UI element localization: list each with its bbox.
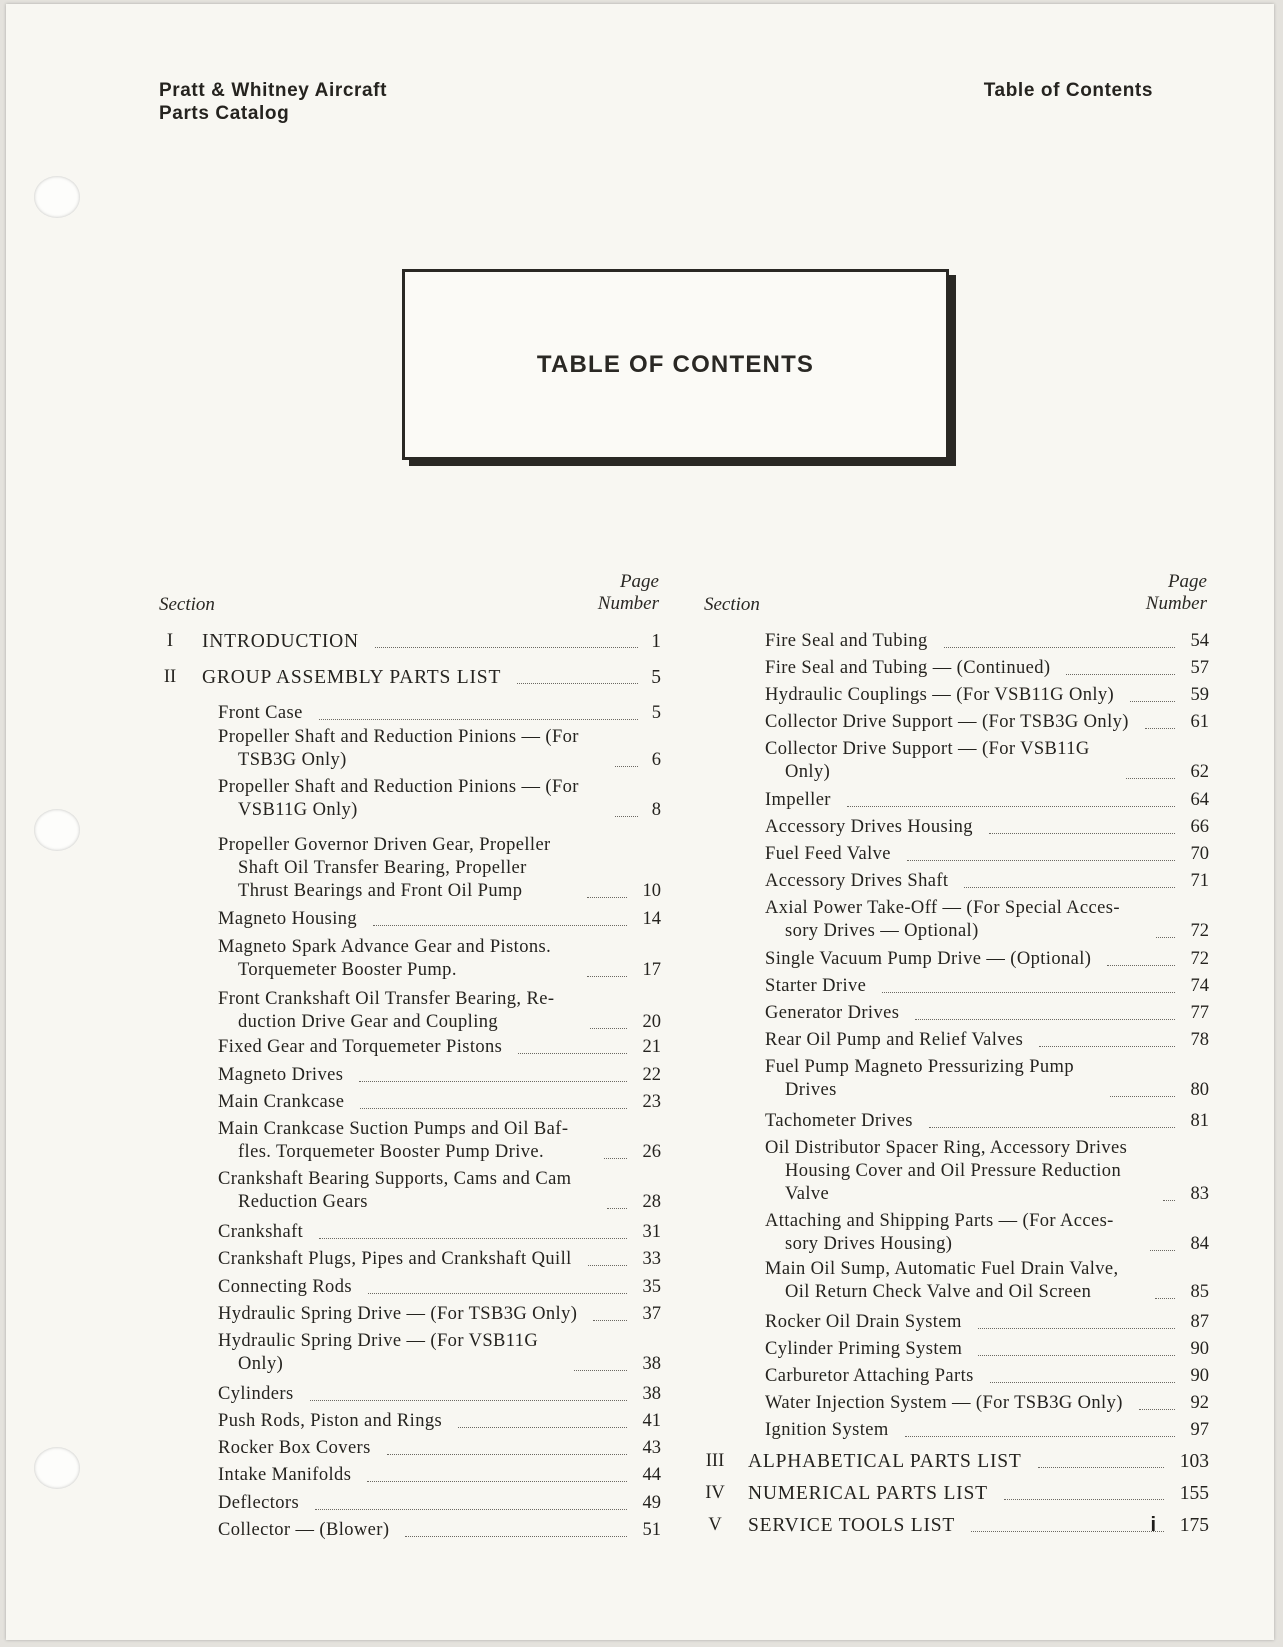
entry-title: Hydraulic Spring Drive — (For VSB11G Only) <box>218 1331 539 1374</box>
dot-leader <box>574 1370 627 1371</box>
dot-leader <box>359 1081 627 1082</box>
entry-title: Hydraulic Spring Drive — (For TSB3G Only) <box>218 1304 578 1324</box>
dot-leader <box>978 1355 1175 1356</box>
dot-leader <box>387 1454 627 1455</box>
entry-title: Attaching and Shipping Parts — (For Acces- sory Drives Housing) <box>765 1211 1114 1254</box>
dot-leader <box>615 816 638 817</box>
entry-title: Magneto Housing <box>218 909 358 929</box>
entry-title: Water Injection System — (For TSB3G Only) <box>765 1393 1123 1413</box>
dot-leader <box>1107 965 1175 966</box>
page-number: 70 <box>1190 844 1209 864</box>
dot-leader <box>360 1108 627 1109</box>
entry-title: Fuel Feed Valve <box>765 844 891 864</box>
binder-hole <box>34 176 80 218</box>
dot-leader <box>978 1328 1175 1329</box>
page-number-column-header: Page Number <box>1145 571 1207 614</box>
entry-title: Collector Drive Support — (For VSB11G Only) <box>765 739 1090 782</box>
entry-title: Push Rods, Piston and Rings <box>218 1411 443 1431</box>
entry-title: INTRODUCTION <box>202 631 359 652</box>
entry-title: Main Crankcase Suction Pumps and Oil Baf- fles. Torquemeter Booster Pump Drive. <box>218 1119 569 1162</box>
page-number: 81 <box>1190 1111 1209 1131</box>
entry-title: Fire Seal and Tubing — (Continued) <box>765 658 1051 678</box>
page-folio: i <box>1150 1514 1156 1536</box>
entry-title: Rocker Oil Drain System <box>765 1312 962 1332</box>
dot-leader <box>588 1265 627 1266</box>
entry-title: Intake Manifolds <box>218 1465 352 1485</box>
publisher-line: Pratt & Whitney Aircraft <box>159 80 388 101</box>
dot-leader <box>367 1481 627 1482</box>
publication-header <box>159 79 387 125</box>
section-numeral: I <box>166 631 174 651</box>
dot-leader <box>405 1536 627 1537</box>
page-number-column-header: Page Number <box>597 571 659 614</box>
page-number: 84 <box>1190 1234 1209 1254</box>
page-number: 17 <box>642 960 661 980</box>
dot-leader <box>907 860 1175 861</box>
dot-leader <box>375 647 638 648</box>
entry-title: Crankshaft <box>218 1222 304 1242</box>
page-number: 23 <box>642 1092 661 1112</box>
page-number: 26 <box>642 1142 661 1162</box>
running-title: Table of Contents <box>983 80 1153 101</box>
entry-title: Propeller Shaft and Reduction Pinions — (For TSB3G Only) <box>218 727 579 770</box>
dot-leader <box>929 1127 1175 1128</box>
page-number: 54 <box>1190 631 1209 651</box>
page-number: 92 <box>1190 1393 1209 1413</box>
dot-leader <box>964 887 1175 888</box>
page-number: 5 <box>651 703 661 723</box>
entry-title: Collector — (Blower) <box>218 1520 390 1540</box>
page-number: 80 <box>1190 1080 1209 1100</box>
entry-title: Axial Power Take-Off — (For Special Acces- sory Drives — Optional) <box>765 898 1120 941</box>
entry-title: Crankshaft Bearing Supports, Cams and Cam Reduction Gears <box>218 1169 572 1212</box>
entry-title: Oil Distributor Spacer Ring, Accessory Drives Housing Cover and Oil Pressure Reduction Valve <box>765 1138 1128 1204</box>
page-number: 103 <box>1179 1451 1209 1472</box>
page-number: 64 <box>1190 790 1209 810</box>
title-box <box>402 269 949 460</box>
page-number: 155 <box>1179 1483 1209 1504</box>
page-number: 87 <box>1190 1312 1209 1332</box>
dot-leader <box>1066 674 1175 675</box>
page-number: 61 <box>1190 712 1209 732</box>
page-number: 97 <box>1190 1420 1209 1440</box>
page-number: 175 <box>1179 1515 1209 1536</box>
binder-hole <box>34 1447 80 1489</box>
page-number: 31 <box>642 1222 661 1242</box>
page-number: 22 <box>642 1065 661 1085</box>
page-number: 57 <box>1190 658 1209 678</box>
page-number: 6 <box>651 750 661 770</box>
page-number: 5 <box>651 667 661 688</box>
dot-leader <box>1039 1046 1175 1047</box>
dot-leader <box>915 1019 1175 1020</box>
entry-title: SERVICE TOOLS LIST <box>748 1515 956 1536</box>
dot-leader <box>310 1400 627 1401</box>
page-number: 10 <box>642 881 661 901</box>
page-number: 90 <box>1190 1339 1209 1359</box>
entry-title: Connecting Rods <box>218 1277 352 1297</box>
entry-title: NUMERICAL PARTS LIST <box>748 1483 988 1504</box>
page-number: 1 <box>651 631 661 652</box>
dot-leader <box>1139 1409 1175 1410</box>
entry-title: ALPHABETICAL PARTS LIST <box>748 1451 1022 1472</box>
entry-title: Rocker Box Covers <box>218 1438 371 1458</box>
dot-leader <box>587 976 627 977</box>
entry-title: Main Oil Sump, Automatic Fuel Drain Valve, Oil Return Check Valve and Oil Screen <box>765 1259 1119 1302</box>
page-number: 41 <box>642 1411 661 1431</box>
dot-leader <box>847 806 1175 807</box>
catalog-line: Parts Catalog <box>159 103 290 124</box>
dot-leader <box>1156 937 1175 938</box>
page-number: 33 <box>642 1249 661 1269</box>
dot-leader <box>1150 1250 1175 1251</box>
page-number: 77 <box>1190 1003 1209 1023</box>
entry-title: Hydraulic Couplings — (For VSB11G Only) <box>765 685 1115 705</box>
dot-leader <box>944 647 1175 648</box>
binder-hole <box>34 809 80 851</box>
entry-title: Accessory Drives Shaft <box>765 871 949 891</box>
page-number: 72 <box>1190 949 1209 969</box>
dot-leader <box>319 1238 627 1239</box>
entry-title: Main Crankcase <box>218 1092 345 1112</box>
dot-leader <box>315 1509 627 1510</box>
page-number: 90 <box>1190 1366 1209 1386</box>
dot-leader <box>517 683 638 684</box>
entry-title: Magneto Spark Advance Gear and Pistons. Torquemeter Booster Pump. <box>218 937 552 980</box>
page-number: 44 <box>642 1465 661 1485</box>
dot-leader <box>1038 1467 1164 1468</box>
entry-title: Carburetor Attaching Parts <box>765 1366 974 1386</box>
dot-leader <box>607 1208 627 1209</box>
page-number: 59 <box>1190 685 1209 705</box>
entry-title: Fuel Pump Magneto Pressurizing Pump Drives <box>765 1057 1074 1100</box>
page-title: TABLE OF CONTENTS <box>536 350 815 378</box>
entry-title: Cylinder Priming System <box>765 1339 963 1359</box>
entry-title: Front Crankshaft Oil Transfer Bearing, Re- duction Drive Gear and Coupling <box>218 989 555 1032</box>
dot-leader <box>1110 1096 1175 1097</box>
dot-leader <box>319 719 638 720</box>
entry-title: Collector Drive Support — (For TSB3G Only) <box>765 712 1129 732</box>
entry-title: Impeller <box>765 790 831 810</box>
dot-leader <box>458 1427 627 1428</box>
page-number: 38 <box>642 1384 661 1404</box>
section-numeral: V <box>708 1515 722 1535</box>
catalog-page <box>6 4 1274 1640</box>
entry-title: Magneto Drives <box>218 1065 344 1085</box>
page-number: 35 <box>642 1277 661 1297</box>
entry-title: Accessory Drives Housing <box>765 817 973 837</box>
dot-leader <box>368 1293 627 1294</box>
page-number: 51 <box>642 1520 661 1540</box>
section-numeral: IV <box>705 1483 725 1503</box>
dot-leader <box>971 1531 1164 1532</box>
dot-leader <box>593 1320 627 1321</box>
entry-title: Deflectors <box>218 1493 300 1513</box>
dot-leader <box>990 1382 1175 1383</box>
dot-leader <box>373 925 627 926</box>
page-number: 37 <box>642 1304 661 1324</box>
page-number: 72 <box>1190 921 1209 941</box>
page-number: 71 <box>1190 871 1209 891</box>
entry-title: Fixed Gear and Torquemeter Pistons <box>218 1037 503 1057</box>
dot-leader <box>1130 701 1175 702</box>
dot-leader <box>587 897 627 898</box>
dot-leader <box>905 1436 1175 1437</box>
entry-title: Tachometer Drives <box>765 1111 913 1131</box>
dot-leader <box>615 766 638 767</box>
page-number: 74 <box>1190 976 1209 996</box>
page-number: 85 <box>1190 1282 1209 1302</box>
page-number: 49 <box>642 1493 661 1513</box>
page-number: 78 <box>1190 1030 1209 1050</box>
entry-title: Single Vacuum Pump Drive — (Optional) <box>765 949 1092 969</box>
page-number: 62 <box>1190 762 1209 782</box>
page-number: 8 <box>651 800 661 820</box>
page-number: 43 <box>642 1438 661 1458</box>
dot-leader <box>1155 1298 1175 1299</box>
page-number: 21 <box>642 1037 661 1057</box>
entry-title: Cylinders <box>218 1384 294 1404</box>
section-column-header: Section <box>159 594 215 615</box>
page-number: 28 <box>642 1192 661 1212</box>
page-number: 83 <box>1190 1184 1209 1204</box>
dot-leader <box>1145 728 1175 729</box>
entry-title: Fire Seal and Tubing <box>765 631 928 651</box>
entry-title: Propeller Governor Driven Gear, Propeller Shaft Oil Transfer Bearing, Propeller Thrust Bearings and Front Oil Pump <box>218 835 551 901</box>
entry-title: Rear Oil Pump and Relief Valves <box>765 1030 1024 1050</box>
page-number: 20 <box>642 1012 661 1032</box>
dot-leader <box>1004 1499 1164 1500</box>
section-column-header: Section <box>704 594 760 615</box>
dot-leader <box>604 1158 627 1159</box>
entry-title: Front Case <box>218 703 303 723</box>
page-number: 14 <box>642 909 661 929</box>
section-numeral: III <box>705 1451 725 1471</box>
entry-title: Starter Drive <box>765 976 867 996</box>
page-number: 66 <box>1190 817 1209 837</box>
entry-title: Ignition System <box>765 1420 889 1440</box>
entry-title: Generator Drives <box>765 1003 900 1023</box>
entry-title: GROUP ASSEMBLY PARTS LIST <box>202 667 502 688</box>
dot-leader <box>989 833 1175 834</box>
entry-title: Crankshaft Plugs, Pipes and Crankshaft Quill <box>218 1249 572 1269</box>
entry-title: Propeller Shaft and Reduction Pinions — (For VSB11G Only) <box>218 777 579 820</box>
dot-leader <box>1126 778 1175 779</box>
dot-leader <box>518 1053 627 1054</box>
section-numeral: II <box>163 667 177 687</box>
page-number: 38 <box>642 1354 661 1374</box>
dot-leader <box>1163 1200 1175 1201</box>
dot-leader <box>882 992 1175 993</box>
dot-leader <box>590 1028 627 1029</box>
